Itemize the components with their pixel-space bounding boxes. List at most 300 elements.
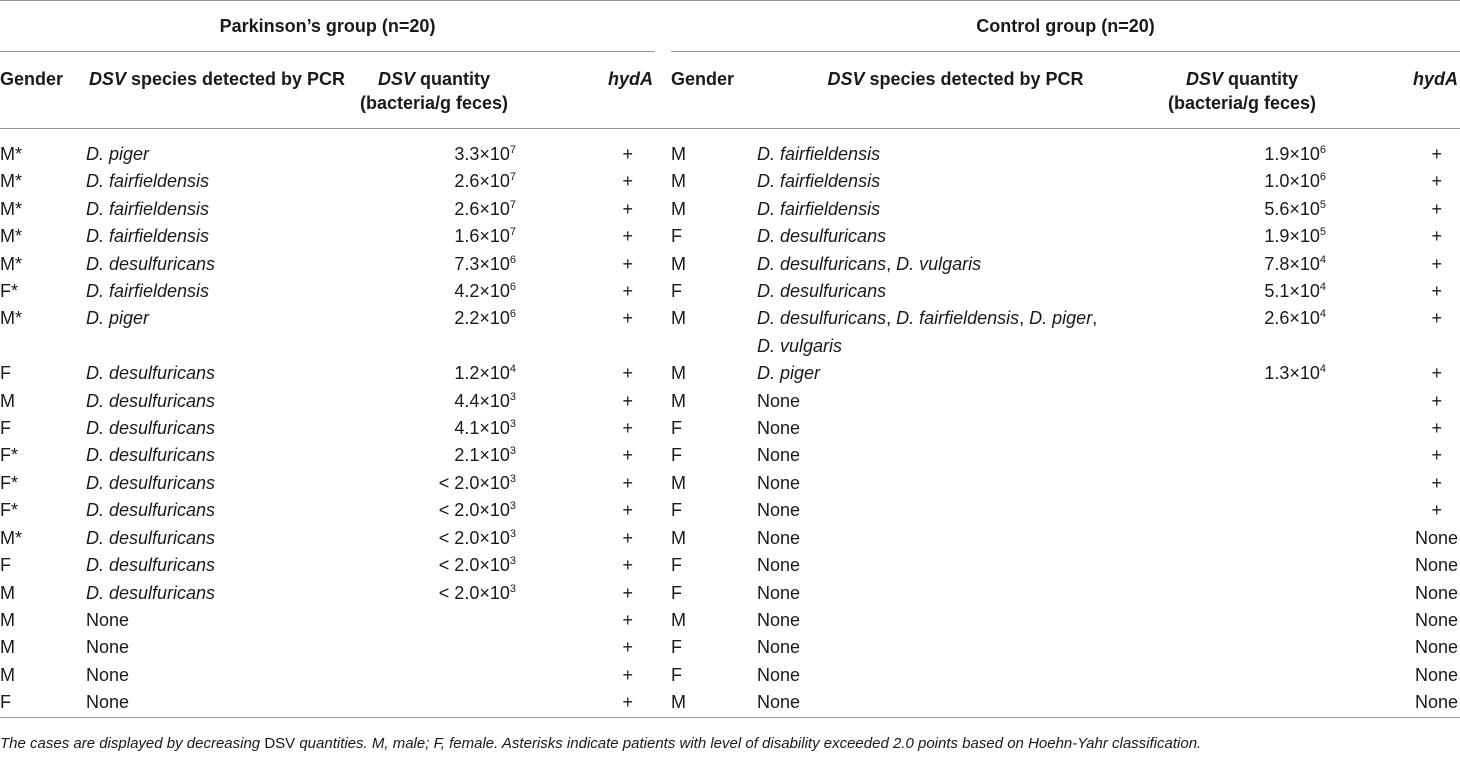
species-name: , xyxy=(1092,308,1098,329)
species-name: D. desulfuricans xyxy=(86,472,216,493)
parkinson-gender: M* xyxy=(0,171,22,192)
control-quantity xyxy=(1154,552,1330,579)
parkinson-quantity xyxy=(348,470,520,497)
quantity-exponent: 3 xyxy=(509,582,516,595)
control-species xyxy=(757,634,1154,661)
parkinson-gender: M* xyxy=(0,308,22,329)
control-quantity xyxy=(1154,497,1330,524)
table-row xyxy=(0,196,1460,223)
parkinson-gender: F* xyxy=(0,445,18,466)
parkinson-quantity xyxy=(348,525,520,552)
species-name: D. desulfuricans xyxy=(86,390,216,411)
parkinson-gender: F* xyxy=(0,281,18,302)
control-quantity xyxy=(1154,525,1330,552)
species-name: D. piger xyxy=(757,363,821,384)
control-quantity xyxy=(1154,278,1330,305)
parkinson-hyda: + xyxy=(622,171,634,192)
row-spacer xyxy=(655,607,671,634)
control-hyda: None xyxy=(1414,637,1459,658)
species-name: D. piger xyxy=(86,144,150,164)
quantity-exponent: 5 xyxy=(1319,198,1327,211)
row-spacer xyxy=(655,497,671,524)
quantity-exponent: 7 xyxy=(509,144,516,156)
control-species xyxy=(757,552,1154,579)
parkinson-gender: F xyxy=(0,692,11,713)
control-hyda: + xyxy=(1431,308,1443,329)
quantity-exponent: 7 xyxy=(509,171,516,184)
species-name: D. vulgaris xyxy=(896,253,982,274)
table-body xyxy=(0,129,1460,718)
species-name: , xyxy=(886,308,897,329)
parkinson-species xyxy=(86,305,348,360)
species-name: D. vulgaris xyxy=(757,335,843,356)
control-hyda: + xyxy=(1431,198,1443,219)
control-gender: F xyxy=(671,664,683,685)
parkinson-species xyxy=(86,662,348,689)
col-quantity-parkinson: DSV quantity (bacteria/g feces) xyxy=(348,52,520,129)
table-row xyxy=(0,689,1460,717)
parkinson-hyda: + xyxy=(622,472,634,493)
table-row xyxy=(0,580,1460,607)
species-name: D. piger xyxy=(1029,308,1093,329)
parkinson-gender: F xyxy=(0,363,11,384)
species-name: D. desulfuricans xyxy=(757,281,887,302)
parkinson-species xyxy=(86,525,348,552)
parkinson-quantity xyxy=(348,552,520,579)
row-spacer xyxy=(655,388,671,415)
table-row xyxy=(0,168,1460,195)
control-quantity xyxy=(1154,689,1330,717)
quantity-base: < 2.0×10 xyxy=(438,555,510,576)
species-name: D. desulfuricans xyxy=(86,527,216,548)
table-footnote: The cases are displayed by decreasing DSV quantities. M, male; F, female. Asterisks indicate patients with level of disability exceeded 2.0 points based on Hoehn-Yahr classification. xyxy=(0,735,1202,752)
quantity-base: 1.2×10 xyxy=(454,363,510,384)
species-name: D. desulfuricans xyxy=(757,308,887,329)
row-spacer xyxy=(655,196,671,223)
parkinson-species xyxy=(86,278,348,305)
control-quantity xyxy=(1154,607,1330,634)
parkinson-gender: M* xyxy=(0,144,22,164)
control-species xyxy=(757,251,1154,278)
parkinson-gender: F* xyxy=(0,472,18,493)
species-name: D. desulfuricans xyxy=(86,418,216,439)
parkinson-quantity xyxy=(348,580,520,607)
parkinson-gender: F* xyxy=(0,500,18,521)
quantity-exponent: 3 xyxy=(509,527,516,540)
table-row xyxy=(0,223,1460,250)
parkinson-species xyxy=(86,442,348,469)
parkinson-hyda: + xyxy=(622,226,634,247)
parkinson-quantity xyxy=(348,415,520,442)
parkinson-quantity xyxy=(348,662,520,689)
control-gender: F xyxy=(671,500,683,521)
control-gender: M xyxy=(671,472,687,493)
quantity-exponent: 4 xyxy=(1319,253,1327,266)
parkinson-quantity xyxy=(348,278,520,305)
control-hyda: None xyxy=(1414,692,1459,713)
table-row xyxy=(0,662,1460,689)
col-quantity-control: DSV quantity (bacteria/g feces) xyxy=(1154,52,1330,129)
quantity-base: 1.9×10 xyxy=(1264,144,1320,164)
species-name: D. desulfuricans xyxy=(757,253,887,274)
control-quantity xyxy=(1154,470,1330,497)
quantity-base: 4.1×10 xyxy=(454,418,510,439)
parkinson-species xyxy=(86,196,348,223)
row-spacer xyxy=(655,223,671,250)
parkinson-group-title: Parkinson’s group (n=20) xyxy=(0,1,655,52)
control-quantity xyxy=(1154,196,1330,223)
species-name: None xyxy=(86,664,130,685)
parkinson-hyda: + xyxy=(622,609,634,630)
control-species xyxy=(757,442,1154,469)
control-gender: F xyxy=(671,445,683,466)
species-name: None xyxy=(757,445,801,466)
parkinson-gender: M xyxy=(0,609,15,630)
control-species xyxy=(757,497,1154,524)
row-spacer xyxy=(655,305,671,360)
parkinson-hyda: + xyxy=(622,664,634,685)
parkinson-hyda: + xyxy=(622,418,634,439)
quantity-base: < 2.0×10 xyxy=(438,500,510,521)
quantity-base: 1.0×10 xyxy=(1264,171,1320,192)
control-hyda: + xyxy=(1431,418,1443,439)
row-spacer xyxy=(655,689,671,717)
control-hyda: + xyxy=(1431,144,1443,164)
control-gender: F xyxy=(671,418,683,439)
table-row xyxy=(0,607,1460,634)
parkinson-gender: M* xyxy=(0,226,22,247)
row-spacer xyxy=(655,525,671,552)
parkinson-hyda: + xyxy=(622,582,634,603)
parkinson-species xyxy=(86,129,348,169)
quantity-exponent: 6 xyxy=(1319,171,1327,184)
parkinson-hyda: + xyxy=(622,527,634,548)
parkinson-species xyxy=(86,689,348,717)
table-row xyxy=(0,552,1460,579)
control-hyda: + xyxy=(1431,281,1443,302)
table-row xyxy=(0,470,1460,497)
parkinson-quantity xyxy=(348,607,520,634)
control-hyda: None xyxy=(1414,527,1459,548)
table-row xyxy=(0,497,1460,524)
species-name: D. fairfieldensis xyxy=(86,281,210,302)
quantity-exponent: 3 xyxy=(509,418,516,431)
col-hyda-parkinson: hydA xyxy=(520,52,655,129)
control-hyda: None xyxy=(1414,664,1459,685)
control-quantity xyxy=(1154,305,1330,360)
column-header-row xyxy=(0,52,1460,129)
control-quantity xyxy=(1154,442,1330,469)
quantity-base: 2.2×10 xyxy=(454,308,510,329)
control-species xyxy=(757,580,1154,607)
parkinson-species xyxy=(86,497,348,524)
control-gender: F xyxy=(671,555,683,576)
col-hyda-control: hydA xyxy=(1330,52,1460,129)
quantity-exponent: 5 xyxy=(1319,226,1327,239)
parkinson-species xyxy=(86,470,348,497)
quantity-base: 3.3×10 xyxy=(454,144,510,164)
parkinson-hyda: + xyxy=(622,308,634,329)
species-name: None xyxy=(757,692,801,713)
quantity-base: < 2.0×10 xyxy=(438,472,510,493)
row-spacer xyxy=(655,251,671,278)
quantity-exponent: 3 xyxy=(509,390,516,403)
species-name: None xyxy=(757,527,801,548)
row-spacer xyxy=(655,634,671,661)
table-row xyxy=(0,251,1460,278)
row-spacer xyxy=(655,470,671,497)
parkinson-species xyxy=(86,360,348,387)
control-hyda: + xyxy=(1431,226,1443,247)
parkinson-hyda: + xyxy=(622,363,634,384)
quantity-exponent: 4 xyxy=(509,363,516,376)
quantity-base: 1.6×10 xyxy=(454,226,510,247)
parkinson-gender: M xyxy=(0,664,15,685)
species-name: None xyxy=(757,609,801,630)
col-species-control: DSV species detected by PCR xyxy=(757,52,1154,129)
table-row xyxy=(0,442,1460,469)
parkinson-quantity xyxy=(348,168,520,195)
species-name: , xyxy=(886,253,897,274)
parkinson-quantity xyxy=(348,689,520,717)
control-gender: F xyxy=(671,281,683,302)
quantity-base: < 2.0×10 xyxy=(438,527,510,548)
quantity-exponent: 3 xyxy=(509,472,516,485)
parkinson-quantity xyxy=(348,223,520,250)
species-name: D. fairfieldensis xyxy=(86,226,210,247)
species-name: D. fairfieldensis xyxy=(757,144,881,164)
parkinson-quantity xyxy=(348,634,520,661)
control-species xyxy=(757,168,1154,195)
control-species xyxy=(757,607,1154,634)
parkinson-hyda: + xyxy=(622,445,634,466)
control-gender: M xyxy=(671,609,687,630)
parkinson-quantity xyxy=(348,360,520,387)
species-name: D. desulfuricans xyxy=(757,226,887,247)
control-species xyxy=(757,223,1154,250)
parkinson-quantity xyxy=(348,442,520,469)
parkinson-quantity xyxy=(348,129,520,169)
row-spacer xyxy=(655,552,671,579)
table-row xyxy=(0,129,1460,169)
control-quantity xyxy=(1154,251,1330,278)
control-gender: F xyxy=(671,637,683,658)
species-name: None xyxy=(757,500,801,521)
control-species xyxy=(757,525,1154,552)
quantity-base: 4.2×10 xyxy=(454,281,510,302)
quantity-exponent: 3 xyxy=(509,445,516,458)
species-name: D. desulfuricans xyxy=(86,555,216,576)
table-row xyxy=(0,388,1460,415)
species-name: D. fairfieldensis xyxy=(757,171,881,192)
quantity-exponent: 4 xyxy=(1319,281,1327,294)
control-hyda: None xyxy=(1414,609,1459,630)
parkinson-species xyxy=(86,415,348,442)
quantity-base: 5.1×10 xyxy=(1264,281,1320,302)
table-row xyxy=(0,525,1460,552)
species-name: None xyxy=(757,582,801,603)
control-hyda: None xyxy=(1414,582,1459,603)
species-name: D. fairfieldensis xyxy=(86,198,210,219)
parkinson-hyda: + xyxy=(622,198,634,219)
control-species xyxy=(757,129,1154,169)
row-spacer xyxy=(655,580,671,607)
parkinson-species xyxy=(86,580,348,607)
species-name: D. desulfuricans xyxy=(86,445,216,466)
species-name: None xyxy=(757,664,801,685)
control-species xyxy=(757,689,1154,717)
row-spacer xyxy=(655,415,671,442)
parkinson-species xyxy=(86,607,348,634)
control-species xyxy=(757,305,1154,360)
quantity-base: 1.9×10 xyxy=(1264,226,1320,247)
parkinson-gender: M xyxy=(0,637,15,658)
control-quantity xyxy=(1154,168,1330,195)
species-name: , xyxy=(1019,308,1030,329)
control-gender: F xyxy=(671,582,683,603)
parkinson-species xyxy=(86,388,348,415)
group-header-row xyxy=(0,1,1460,52)
species-name: None xyxy=(757,390,801,411)
quantity-exponent: 3 xyxy=(509,500,516,513)
row-spacer xyxy=(655,129,671,169)
table-row xyxy=(0,305,1460,360)
species-name: D. desulfuricans xyxy=(86,253,216,274)
quantity-base: 2.6×10 xyxy=(454,198,510,219)
control-quantity xyxy=(1154,129,1330,169)
species-name: D. fairfieldensis xyxy=(86,171,210,192)
parkinson-hyda: + xyxy=(622,253,634,274)
species-name: D. desulfuricans xyxy=(86,582,216,603)
parkinson-species xyxy=(86,168,348,195)
control-gender: M xyxy=(671,144,687,164)
quantity-exponent: 7 xyxy=(509,198,516,211)
species-name: None xyxy=(86,609,130,630)
quantity-base: 4.4×10 xyxy=(454,390,510,411)
control-hyda: + xyxy=(1431,390,1443,411)
parkinson-hyda: + xyxy=(622,500,634,521)
parkinson-species xyxy=(86,552,348,579)
col-spacer xyxy=(655,52,671,129)
control-gender: M xyxy=(671,171,687,192)
species-name: None xyxy=(757,472,801,493)
species-name: None xyxy=(757,418,801,439)
col-species-parkinson: DSV species detected by PCR xyxy=(86,52,348,129)
quantity-exponent: 6 xyxy=(509,253,516,266)
quantity-base: 7.3×10 xyxy=(454,253,510,274)
species-name: None xyxy=(757,637,801,658)
control-species xyxy=(757,196,1154,223)
quantity-base: 5.6×10 xyxy=(1264,198,1320,219)
control-hyda: + xyxy=(1431,253,1443,274)
species-name: D. piger xyxy=(86,308,150,329)
parkinson-hyda: + xyxy=(622,144,634,164)
control-gender: F xyxy=(671,226,683,247)
parkinson-hyda: + xyxy=(622,637,634,658)
species-name: None xyxy=(86,637,130,658)
parkinson-quantity xyxy=(348,196,520,223)
control-quantity xyxy=(1154,415,1330,442)
parkinson-species xyxy=(86,251,348,278)
quantity-exponent: 6 xyxy=(1319,144,1327,156)
quantity-base: 2.1×10 xyxy=(454,445,510,466)
control-gender: M xyxy=(671,308,687,329)
row-spacer xyxy=(655,278,671,305)
control-species xyxy=(757,360,1154,387)
quantity-base: 7.8×10 xyxy=(1264,253,1320,274)
control-quantity xyxy=(1154,662,1330,689)
control-hyda: None xyxy=(1414,555,1459,576)
parkinson-hyda: + xyxy=(622,692,634,713)
parkinson-species xyxy=(86,634,348,661)
parkinson-quantity xyxy=(348,305,520,360)
parkinson-quantity xyxy=(348,497,520,524)
row-spacer xyxy=(655,442,671,469)
quantity-exponent: 6 xyxy=(509,308,516,321)
row-spacer xyxy=(655,360,671,387)
species-name: None xyxy=(757,555,801,576)
control-quantity xyxy=(1154,634,1330,661)
quantity-exponent: 4 xyxy=(1319,308,1327,321)
parkinson-gender: M xyxy=(0,390,15,411)
quantity-exponent: 6 xyxy=(509,281,516,294)
table-row xyxy=(0,634,1460,661)
table-row xyxy=(0,360,1460,387)
parkinson-species xyxy=(86,223,348,250)
quantity-base: < 2.0×10 xyxy=(438,582,510,603)
parkinson-gender: M xyxy=(0,582,15,603)
parkinson-quantity xyxy=(348,251,520,278)
row-spacer xyxy=(655,168,671,195)
parkinson-gender: M* xyxy=(0,198,22,219)
quantity-exponent: 3 xyxy=(509,555,516,568)
col-gender-parkinson: Gender xyxy=(0,52,86,129)
group-spacer xyxy=(655,1,671,52)
col-gender-control: Gender xyxy=(671,52,757,129)
control-hyda: + xyxy=(1431,363,1443,384)
quantity-exponent: 7 xyxy=(509,226,516,239)
quantity-exponent: 4 xyxy=(1319,363,1327,376)
parkinson-hyda: + xyxy=(622,390,634,411)
table-row xyxy=(0,415,1460,442)
quantity-base: 1.3×10 xyxy=(1264,363,1320,384)
control-gender: M xyxy=(671,253,687,274)
control-group-title: Control group (n=20) xyxy=(671,1,1460,52)
parkinson-gender: F xyxy=(0,418,11,439)
parkinson-gender: M* xyxy=(0,253,22,274)
control-species xyxy=(757,470,1154,497)
control-quantity xyxy=(1154,360,1330,387)
control-gender: M xyxy=(671,692,687,713)
control-quantity xyxy=(1154,223,1330,250)
parkinson-hyda: + xyxy=(622,555,634,576)
species-name: D. fairfieldensis xyxy=(896,308,1020,329)
control-hyda: + xyxy=(1431,445,1443,466)
control-quantity xyxy=(1154,388,1330,415)
control-gender: M xyxy=(671,198,687,219)
species-name: D. desulfuricans xyxy=(86,363,216,384)
species-name: D. fairfieldensis xyxy=(757,198,881,219)
control-quantity xyxy=(1154,580,1330,607)
quantity-base: 2.6×10 xyxy=(454,171,510,192)
parkinson-gender: F xyxy=(0,555,11,576)
control-species xyxy=(757,662,1154,689)
control-gender: M xyxy=(671,390,687,411)
control-hyda: + xyxy=(1431,500,1443,521)
species-name: D. desulfuricans xyxy=(86,500,216,521)
parkinson-quantity xyxy=(348,388,520,415)
row-spacer xyxy=(655,662,671,689)
